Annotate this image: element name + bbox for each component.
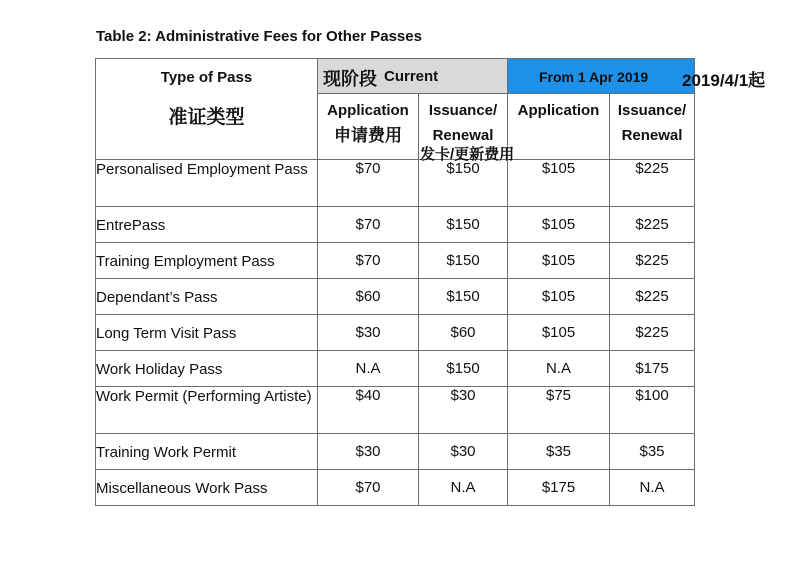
row-pass-name: Training Employment Pass (96, 243, 318, 279)
row-new-application: $75 (508, 387, 610, 434)
row-pass-name: Dependant’s Pass (96, 279, 318, 315)
row-current-application: $70 (318, 243, 419, 279)
table-row (96, 207, 695, 243)
header-type-label-zh: 准证类型 (168, 107, 245, 128)
table-row (96, 470, 695, 506)
row-current-application: $60 (318, 279, 419, 315)
row-new-issuance: $225 (610, 207, 695, 243)
row-current-application: $40 (318, 387, 419, 434)
header-type-label: Type of Pass (160, 69, 253, 86)
header-type-of-pass (96, 59, 318, 160)
header-application-label-new: Application (517, 102, 600, 119)
row-new-application: $105 (508, 279, 610, 315)
row-new-issuance: $225 (610, 315, 695, 351)
row-current-issuance: $150 (419, 207, 508, 243)
table-row (96, 160, 695, 207)
row-current-application: $30 (318, 434, 419, 470)
row-new-issuance: $225 (610, 160, 695, 207)
fees-table (95, 58, 695, 506)
row-current-application: $70 (318, 470, 419, 506)
table-row (96, 243, 695, 279)
row-new-issuance: $225 (610, 243, 695, 279)
row-new-application: $105 (508, 207, 610, 243)
table-row (96, 434, 695, 470)
header-from-date-label: From 1 Apr 2019 (539, 69, 649, 85)
row-new-application: $105 (508, 243, 610, 279)
table-row (96, 387, 695, 434)
header-renewal-label: Renewal (432, 127, 494, 144)
row-current-issuance: $30 (419, 434, 508, 470)
row-pass-name: Work Permit (Performing Artiste) (96, 387, 318, 434)
table-row (96, 351, 695, 387)
row-new-issuance: $100 (610, 387, 695, 434)
row-current-application: N.A (318, 351, 419, 387)
header-application-zh: 申请费用 (334, 126, 402, 145)
row-new-issuance: $175 (610, 351, 695, 387)
row-new-application: N.A (508, 351, 610, 387)
header-current-application (318, 94, 419, 160)
row-current-application: $70 (318, 207, 419, 243)
row-new-issuance: N.A (610, 470, 695, 506)
row-current-issuance: $150 (419, 243, 508, 279)
row-current-issuance: $150 (419, 279, 508, 315)
row-current-application: $30 (318, 315, 419, 351)
row-current-issuance: $150 (419, 351, 508, 387)
row-new-application: $175 (508, 470, 610, 506)
header-current-label: Current (384, 68, 439, 85)
row-current-issuance: $150 (419, 160, 508, 207)
header-current (318, 59, 508, 94)
row-pass-name: EntrePass (96, 207, 318, 243)
header-new-application (508, 94, 610, 160)
header-issuance-label: Issuance/ (428, 102, 498, 119)
row-new-application: $35 (508, 434, 610, 470)
row-current-issuance: N.A (419, 470, 508, 506)
row-pass-name: Miscellaneous Work Pass (96, 470, 318, 506)
row-current-issuance: $60 (419, 315, 508, 351)
header-issuance-label-new: Issuance/ (617, 102, 687, 119)
row-new-application: $105 (508, 315, 610, 351)
row-pass-name: Training Work Permit (96, 434, 318, 470)
row-current-issuance: $30 (419, 387, 508, 434)
row-pass-name: Personalised Employment Pass (96, 160, 318, 207)
header-application-label: Application (327, 102, 409, 119)
date-note: 2019/4/1起 (682, 71, 766, 90)
row-current-application: $70 (318, 160, 419, 207)
header-new-issuance (610, 94, 695, 160)
header-from-date (508, 59, 695, 94)
row-new-application: $105 (508, 160, 610, 207)
row-pass-name: Long Term Visit Pass (96, 315, 318, 351)
table-row (96, 279, 695, 315)
header-issuance-zh: 发卡/更新费用 (420, 146, 515, 163)
header-renewal-label-new: Renewal (621, 127, 683, 144)
row-new-issuance: $35 (610, 434, 695, 470)
table-row (96, 315, 695, 351)
row-pass-name: Work Holiday Pass (96, 351, 318, 387)
header-current-zh: 现阶段 (323, 69, 377, 89)
table-caption: Table 2: Administrative Fees for Other Passes (96, 28, 422, 45)
row-new-issuance: $225 (610, 279, 695, 315)
